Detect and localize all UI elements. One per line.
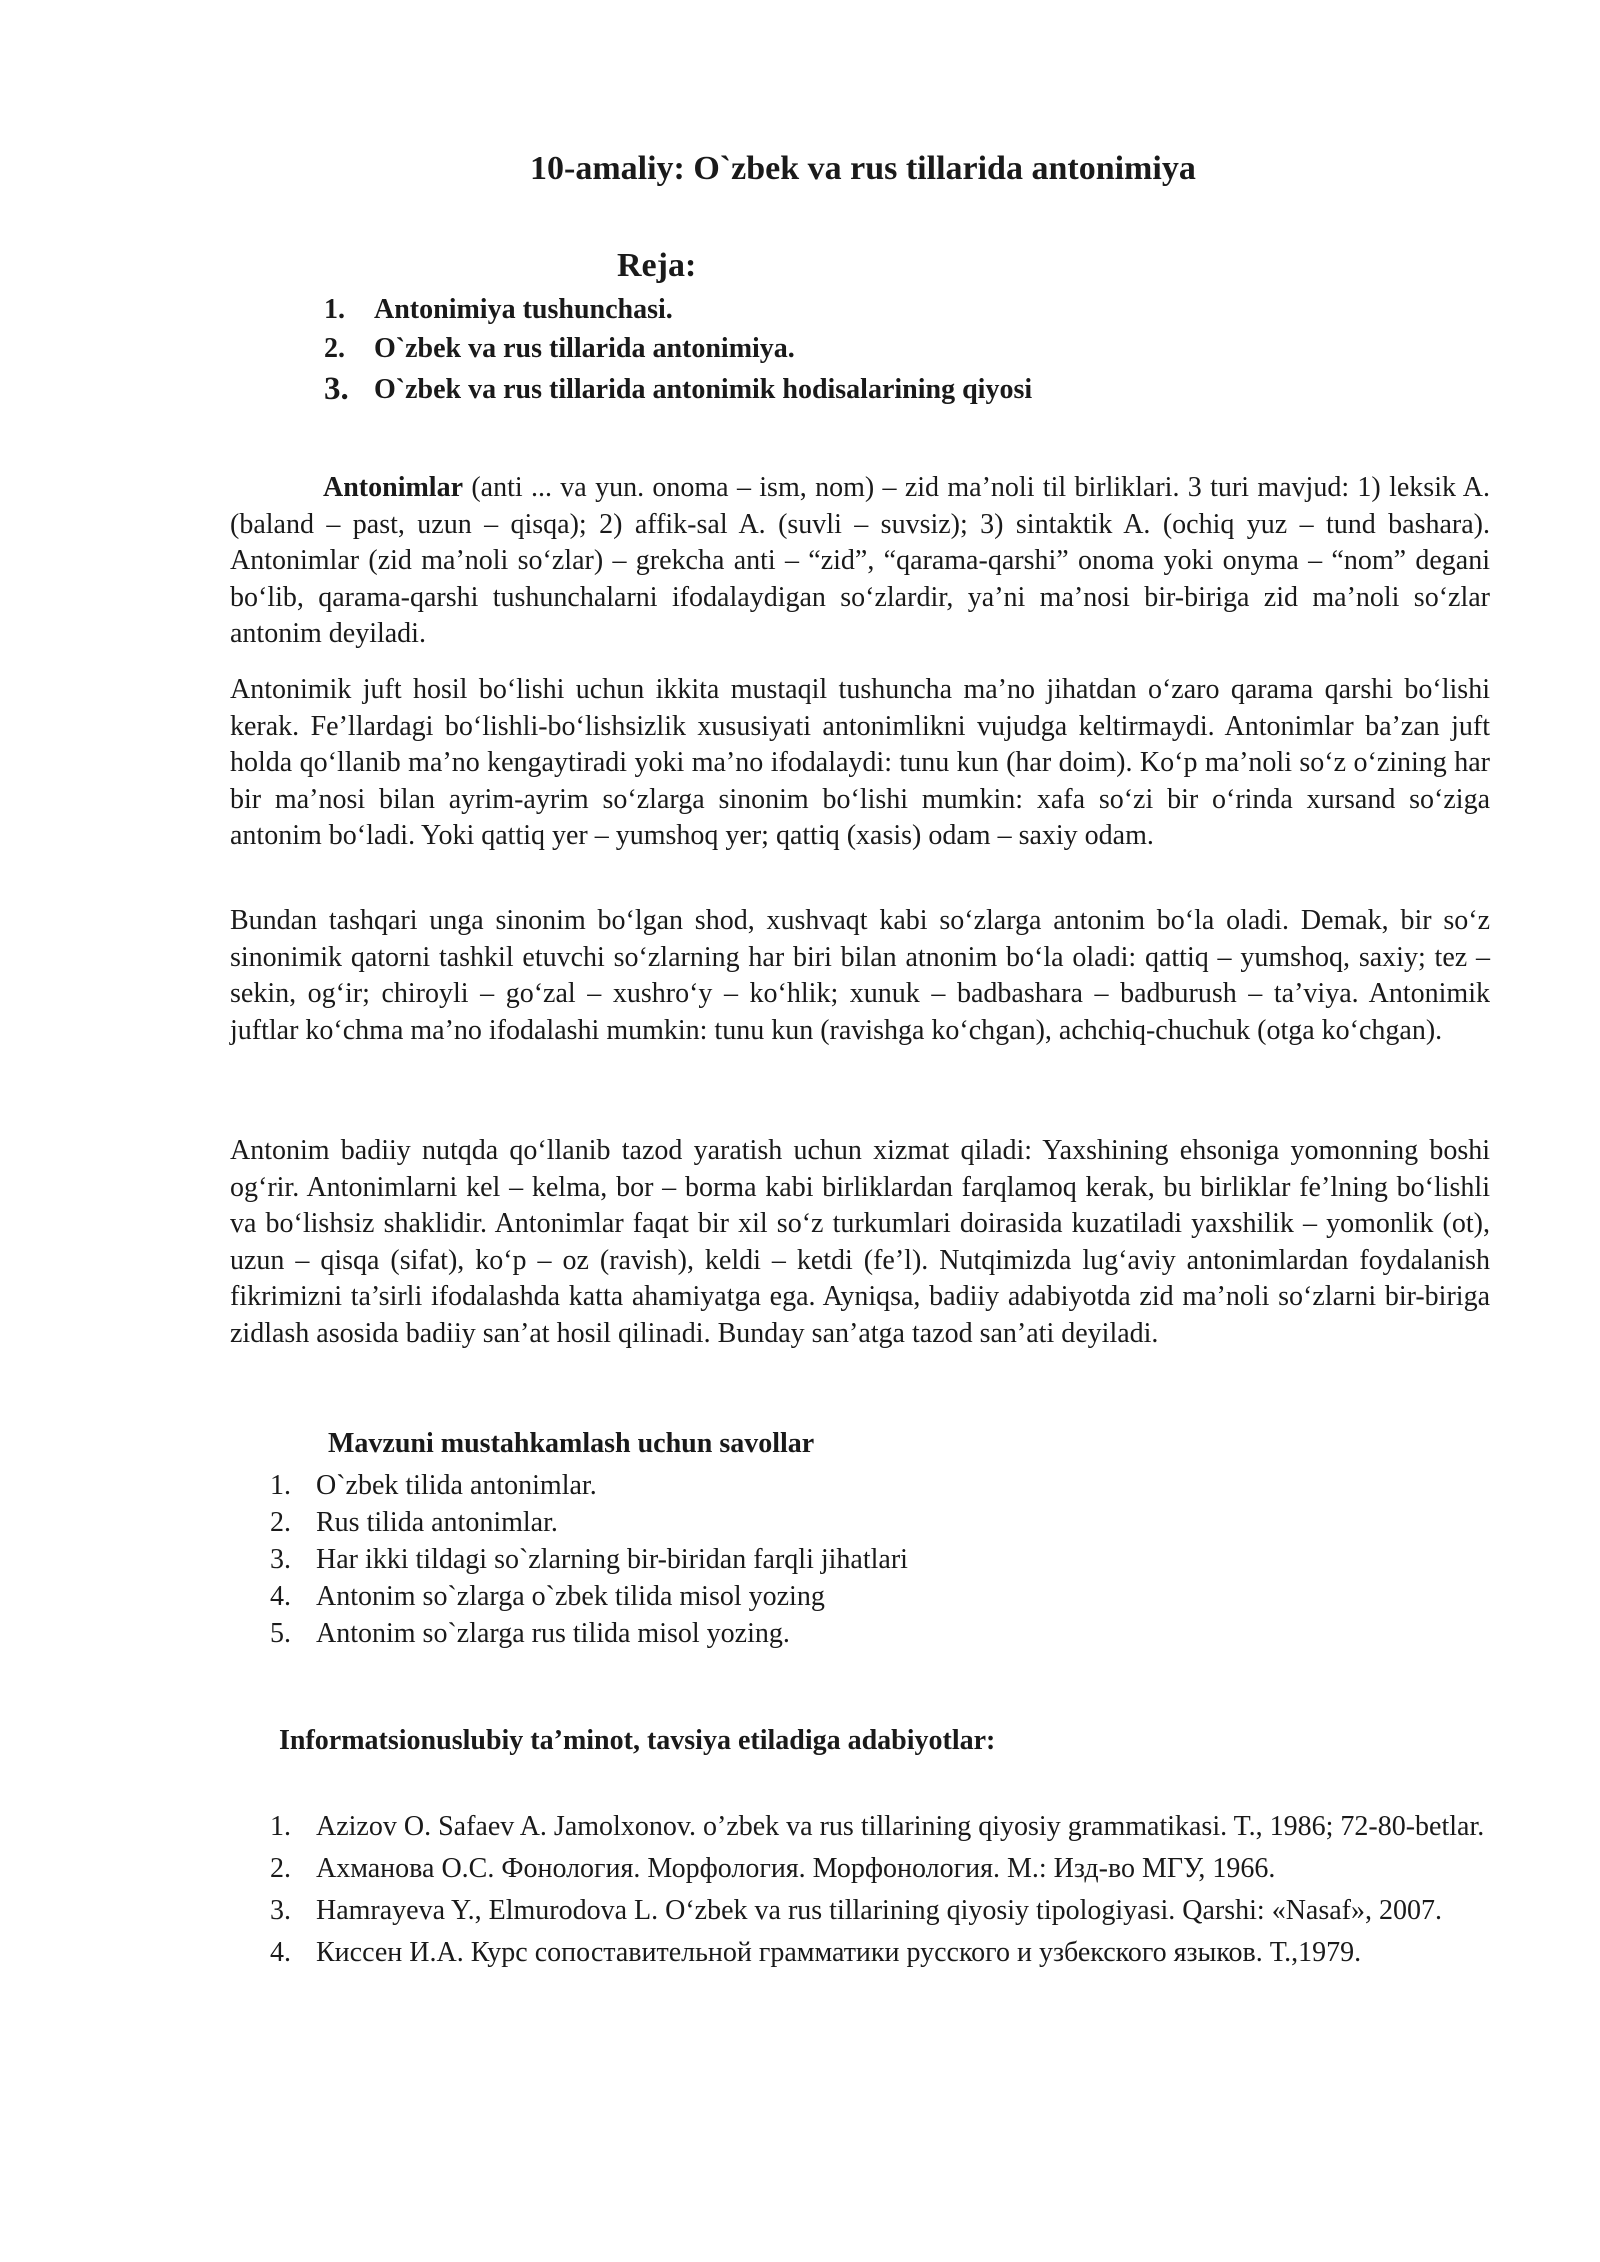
plan-item-text: O`zbek va rus tillarida antonimiya.	[374, 333, 795, 364]
paragraph-3-text: Bundan tashqari unga sinonim bo‘lgan shod, xushvaqt kabi so‘zlarga antonim bo‘la oladi. Demak, bir so‘z sinonimik qatorni tashkil etuvchi so‘zlarning har biri bilan atnonim bo‘la oladi: qattiq – yumshoq, saxiy; tez – sekin, og‘ir; chiroyli – go‘zal – xushro‘y – ko‘hlik; xunuk – badbashara – badburush – ta’viya. Antonimik juftlar ko‘chma ma’no ifodalashi mumkin: tunu kun (ravishga ko‘chgan), achchiq-chuchuk (otga ko‘chgan).	[230, 905, 1490, 1046]
question-text: Antonim so`zlarga rus tilida misol yozing.	[316, 1618, 790, 1649]
plan-item	[320, 290, 1032, 329]
reference-text: Ахманова О.С. Фонология. Морфология. Морфонология. М.: Изд-во МГУ, 1966.	[316, 1853, 1276, 1884]
plan-item	[320, 370, 1032, 409]
reference-item	[260, 1933, 1492, 1972]
paragraph-1	[230, 470, 1490, 653]
paragraph-2-text: Antonimik juft hosil bo‘lishi uchun ikkita mustaqil tushuncha ma’no jihatdan o‘zaro qarama qarshi bo‘lishi kerak. Fe’llardagi bo‘lishli-bo‘lishsizlik xususiyati antonimlikni vujudga keltirmaydi. Antonimlar ba’zan juft holda qo‘llanib ma’no kengaytiradi yoki ma’no ifodalaydi: tunu kun (har doim). Ko‘p ma’noli so‘z o‘zining har bir ma’nosi bilan ayrim-ayrim so‘zlarga sinonim bo‘lishi mumkin: xafa so‘zi bir o‘rinda xursand so‘ziga antonim bo‘ladi. Yoki qattiq yer – yumshoq yer; qattiq (xasis) odam – saxiy odam.	[230, 674, 1490, 851]
question-number: 4.	[270, 1581, 291, 1612]
reference-number: 1.	[270, 1811, 291, 1842]
question-number: 2.	[270, 1507, 291, 1538]
reference-item	[260, 1891, 1492, 1930]
plan-item-text: Antonimiya tushunchasi.	[374, 294, 673, 325]
question-item	[260, 1615, 908, 1652]
plan-item-text: O`zbek va rus tillarida antonimik hodisalarining qiyosi	[374, 374, 1033, 405]
plan-item-number: 2.	[324, 333, 345, 364]
question-item	[260, 1578, 908, 1615]
plan-list	[320, 290, 1032, 409]
plan-item	[320, 329, 1032, 368]
question-item	[260, 1504, 908, 1541]
paragraph-3	[230, 903, 1490, 1049]
reference-text: Azizov O. Safaev A. Jamolxonov. o’zbek va rus tillarining qiyosiy grammatikasi. T., 1986; 72-80-betlar.	[316, 1811, 1485, 1842]
question-text: O`zbek tilida antonimlar.	[316, 1470, 597, 1501]
plan-item-number: 3.	[324, 371, 349, 407]
paragraph-2	[230, 672, 1490, 855]
reference-item	[260, 1849, 1492, 1888]
reference-number: 2.	[270, 1853, 291, 1884]
reference-text: Hamrayeva Y., Elmurodova L. O‘zbek va rus tillarining qiyosiy tipologiyasi. Qarshi: «Nasaf», 2007.	[316, 1895, 1443, 1926]
reference-item	[260, 1807, 1492, 1846]
paragraph-4-text: Antonim badiiy nutqda qo‘llanib tazod yaratish uchun xizmat qiladi: Yaxshining ehsoniga yomonning boshi og‘rir. Antonimlarni kel – kelma, bor – borma kabi birliklardan farqlamoq kerak, bu birliklar fe’lning bo‘lishli va bo‘lishsiz shaklidir. Antonimlar faqat bir xil so‘z turkumlari doirasida kuzatiladi yaxshilik – yomonlik (ot), uzun – qisqa (sifat), ko‘p – oz (ravish), keldi – ketdi (fe’l). Nutqimizda lug‘aviy antonimlardan foydalanish fikrimizni ta’sirli ifodalashda katta ahamiyatga ega. Ayniqsa, badiiy adabiyotda zid ma’noli so‘zlarni bir-biriga zidlash asosida badiiy san’at hosil qilinadi. Bunday san’atga tazod san’ati deyiladi.	[230, 1135, 1490, 1349]
questions-list	[260, 1467, 908, 1652]
question-number: 5.	[270, 1618, 291, 1649]
question-text: Rus tilida antonimlar.	[316, 1507, 558, 1538]
references-list	[260, 1807, 1492, 1975]
reference-number: 3.	[270, 1895, 291, 1926]
plan-heading: Reja:	[617, 247, 697, 284]
question-item	[260, 1467, 908, 1504]
question-text: Antonim so`zlarga o`zbek tilida misol yozing	[316, 1581, 825, 1612]
references-heading: Informatsionuslubiy ta’minot, tavsiya etiladiga adabiyotlar:	[279, 1725, 996, 1756]
reference-text: Киссен И.А. Курс сопоставительной грамматики русского и узбекского языков. Т.,1979.	[316, 1937, 1362, 1968]
plan-item-number: 1.	[324, 294, 345, 325]
question-text: Har ikki tildagi so`zlarning bir-biridan farqli jihatlari	[316, 1544, 908, 1575]
reference-number: 4.	[270, 1937, 291, 1968]
question-number: 3.	[270, 1544, 291, 1575]
questions-heading: Mavzuni mustahkamlash uchun savollar	[328, 1428, 815, 1459]
paragraph-1-lead: Antonimlar	[323, 472, 463, 503]
paragraph-1-text: (anti ... va yun. onoma – ism, nom) – zid ma’noli til birliklari. 3 turi mavjud: 1) leksik A. (baland – past, uzun – qisqa); 2) affik-sal A. (suvli – suvsiz); 3) sintaktik A. (ochiq yuz – tund bashara). Antonimlar (zid ma’noli so‘zlar) – grekcha anti – “zid”, “qarama-qarshi” onoma yoki onyma – “nom” degani bo‘lib, qarama-qarshi tushunchalarni ifodalaydigan so‘zlardir, ya’ni ma’nosi bir-biriga zid ma’noli so‘zlar antonim deyiladi.	[230, 472, 1490, 649]
page-title: 10-amaliy: O`zbek va rus tillarida antonimiya	[530, 150, 1196, 187]
paragraph-4	[230, 1133, 1490, 1352]
question-item	[260, 1541, 908, 1578]
question-number: 1.	[270, 1470, 291, 1501]
